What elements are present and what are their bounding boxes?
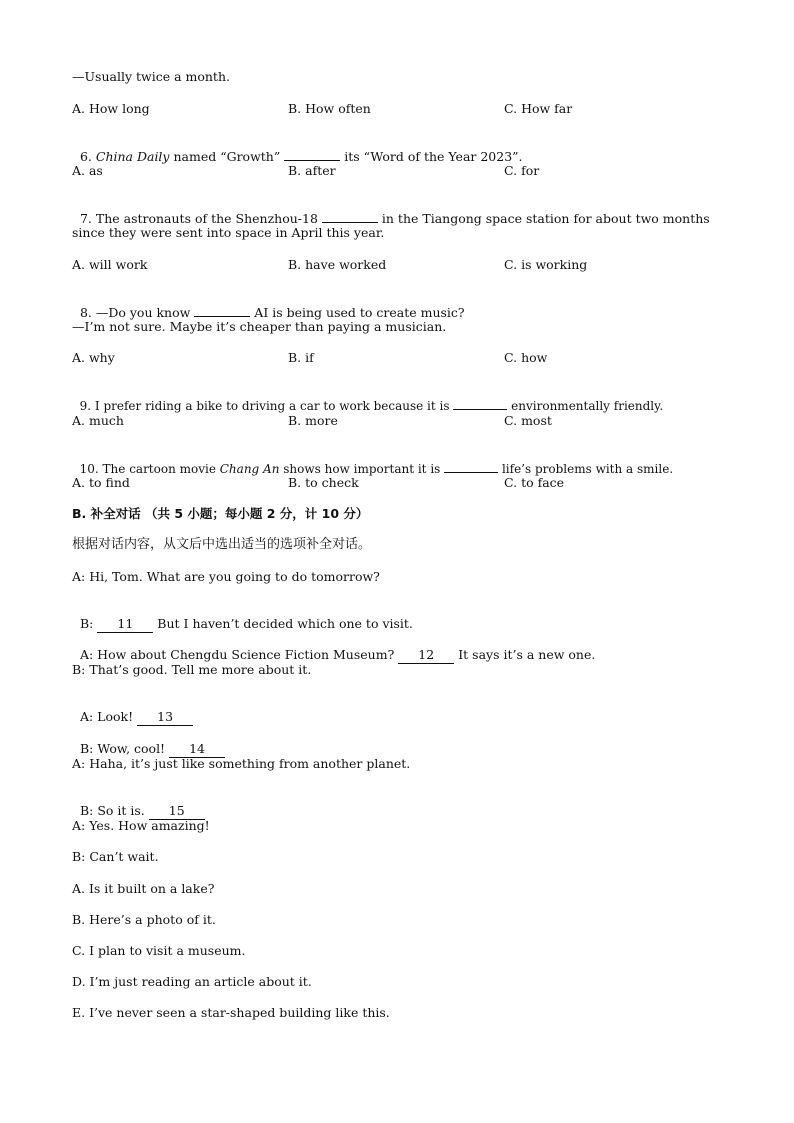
q6-post: its “Word of the Year 2023”. <box>340 149 523 164</box>
q8-blank[interactable] <box>194 304 250 317</box>
q10-stem <box>72 444 673 477</box>
dialogue-line-5 <box>72 693 193 726</box>
dialogue-line-3-tail: It says it’s a new one. <box>454 647 596 662</box>
q7-blank[interactable] <box>322 210 378 223</box>
dialogue-line-8-text: B: So it is. <box>79 803 149 818</box>
choice-b[interactable]: B. Here’s a photo of it. <box>72 912 216 927</box>
dialogue-line-9: A: Yes. How amazing! <box>72 818 210 833</box>
q7-option-c[interactable]: C. is working <box>504 257 588 272</box>
choice-d[interactable]: D. I’m just reading an article about it. <box>72 974 312 989</box>
q9-option-a[interactable]: A. much <box>72 413 124 428</box>
q10-post: life’s problems with a smile. <box>498 462 674 476</box>
dialogue-line-5-text: A: Look! <box>79 709 138 724</box>
dialogue-line-6-text: B: Wow, cool! <box>79 741 170 756</box>
dialogue-line-8 <box>72 787 205 820</box>
dialogue-line-2-text: But I haven’t decided which one to visit. <box>153 616 413 631</box>
choice-e[interactable]: E. I’ve never seen a star-shaped building like this. <box>72 1005 390 1020</box>
blank-13[interactable]: 13 <box>137 709 193 726</box>
blank-11[interactable]: 11 <box>97 616 153 633</box>
q8-stem <box>72 288 465 321</box>
q8-option-a[interactable]: A. why <box>72 350 115 365</box>
q7-post: in the Tiangong space station for about two months <box>377 211 710 226</box>
q7-pre: 7. The astronauts of the Shenzhou-18 <box>79 211 322 226</box>
q6-blank[interactable] <box>284 148 340 161</box>
q9-option-c[interactable]: C. most <box>504 413 552 428</box>
dialogue-line-6 <box>72 725 225 758</box>
section-b-instruction: 根据对话内容，从文后中选出适当的选项补全对话。 <box>72 537 372 552</box>
speaker-b: B: <box>79 616 98 631</box>
q7-option-b[interactable]: B. have worked <box>288 257 387 272</box>
q10-option-a[interactable]: A. to find <box>72 475 130 490</box>
q9-stem <box>72 381 663 414</box>
dialogue-line-7: A: Haha, it’s just like something from another planet. <box>72 756 411 771</box>
q10-title: Chang An <box>219 462 280 476</box>
q6-option-b[interactable]: B. after <box>288 163 336 178</box>
q6-source: China Daily <box>95 149 170 164</box>
q9-pre: 9. I prefer riding a bike to driving a car to work because it is <box>79 399 454 413</box>
q8-pre: 8. —Do you know <box>79 305 195 320</box>
choice-a[interactable]: A. Is it built on a lake? <box>72 881 215 896</box>
q8-option-b[interactable]: B. if <box>288 350 314 365</box>
dialogue-line-3-text: A: How about Chengdu Science Fiction Museum? <box>79 647 399 662</box>
q6-stem <box>72 132 523 165</box>
dialogue-line-1: A: Hi, Tom. What are you going to do tomorrow? <box>72 569 380 584</box>
choice-c[interactable]: C. I plan to visit a museum. <box>72 943 246 958</box>
q8-post: AI is being used to create music? <box>250 305 465 320</box>
q9-post: environmentally friendly. <box>507 399 664 413</box>
q7-stem-cont: since they were sent into space in April this year. <box>72 225 385 240</box>
dialogue-line-3 <box>72 631 595 664</box>
q10-blank[interactable] <box>444 460 498 473</box>
q10-pre: 10. The cartoon movie <box>79 462 220 476</box>
q9-option-b[interactable]: B. more <box>288 413 338 428</box>
dialogue-line-2 <box>72 600 413 633</box>
q5-option-c[interactable]: C. How far <box>504 101 573 116</box>
blank-15[interactable]: 15 <box>149 803 205 820</box>
q5-answer: —Usually twice a month. <box>72 69 230 84</box>
q7-stem <box>72 194 710 227</box>
q8-reply: —I’m not sure. Maybe it’s cheaper than paying a musician. <box>72 319 447 334</box>
q7-option-a[interactable]: A. will work <box>72 257 148 272</box>
q6-option-c[interactable]: C. for <box>504 163 540 178</box>
dialogue-line-10: B: Can’t wait. <box>72 849 159 864</box>
section-b-title: B. 补全对话 （共 5 小题；每小题 2 分，计 10 分） <box>72 506 369 521</box>
blank-14[interactable]: 14 <box>169 741 225 758</box>
q10-option-b[interactable]: B. to check <box>288 475 359 490</box>
q5-option-b[interactable]: B. How often <box>288 101 371 116</box>
q6-number: 6. <box>79 149 92 164</box>
blank-12[interactable]: 12 <box>398 647 454 664</box>
q8-option-c[interactable]: C. how <box>504 350 548 365</box>
dialogue-line-4: B: That’s good. Tell me more about it. <box>72 662 312 677</box>
q10-option-c[interactable]: C. to face <box>504 475 565 490</box>
q6-pre: named “Growth” <box>169 149 285 164</box>
q9-blank[interactable] <box>453 397 507 410</box>
q5-option-a[interactable]: A. How long <box>72 101 150 116</box>
q6-option-a[interactable]: A. as <box>72 163 103 178</box>
q10-mid: shows how important it is <box>279 462 445 476</box>
